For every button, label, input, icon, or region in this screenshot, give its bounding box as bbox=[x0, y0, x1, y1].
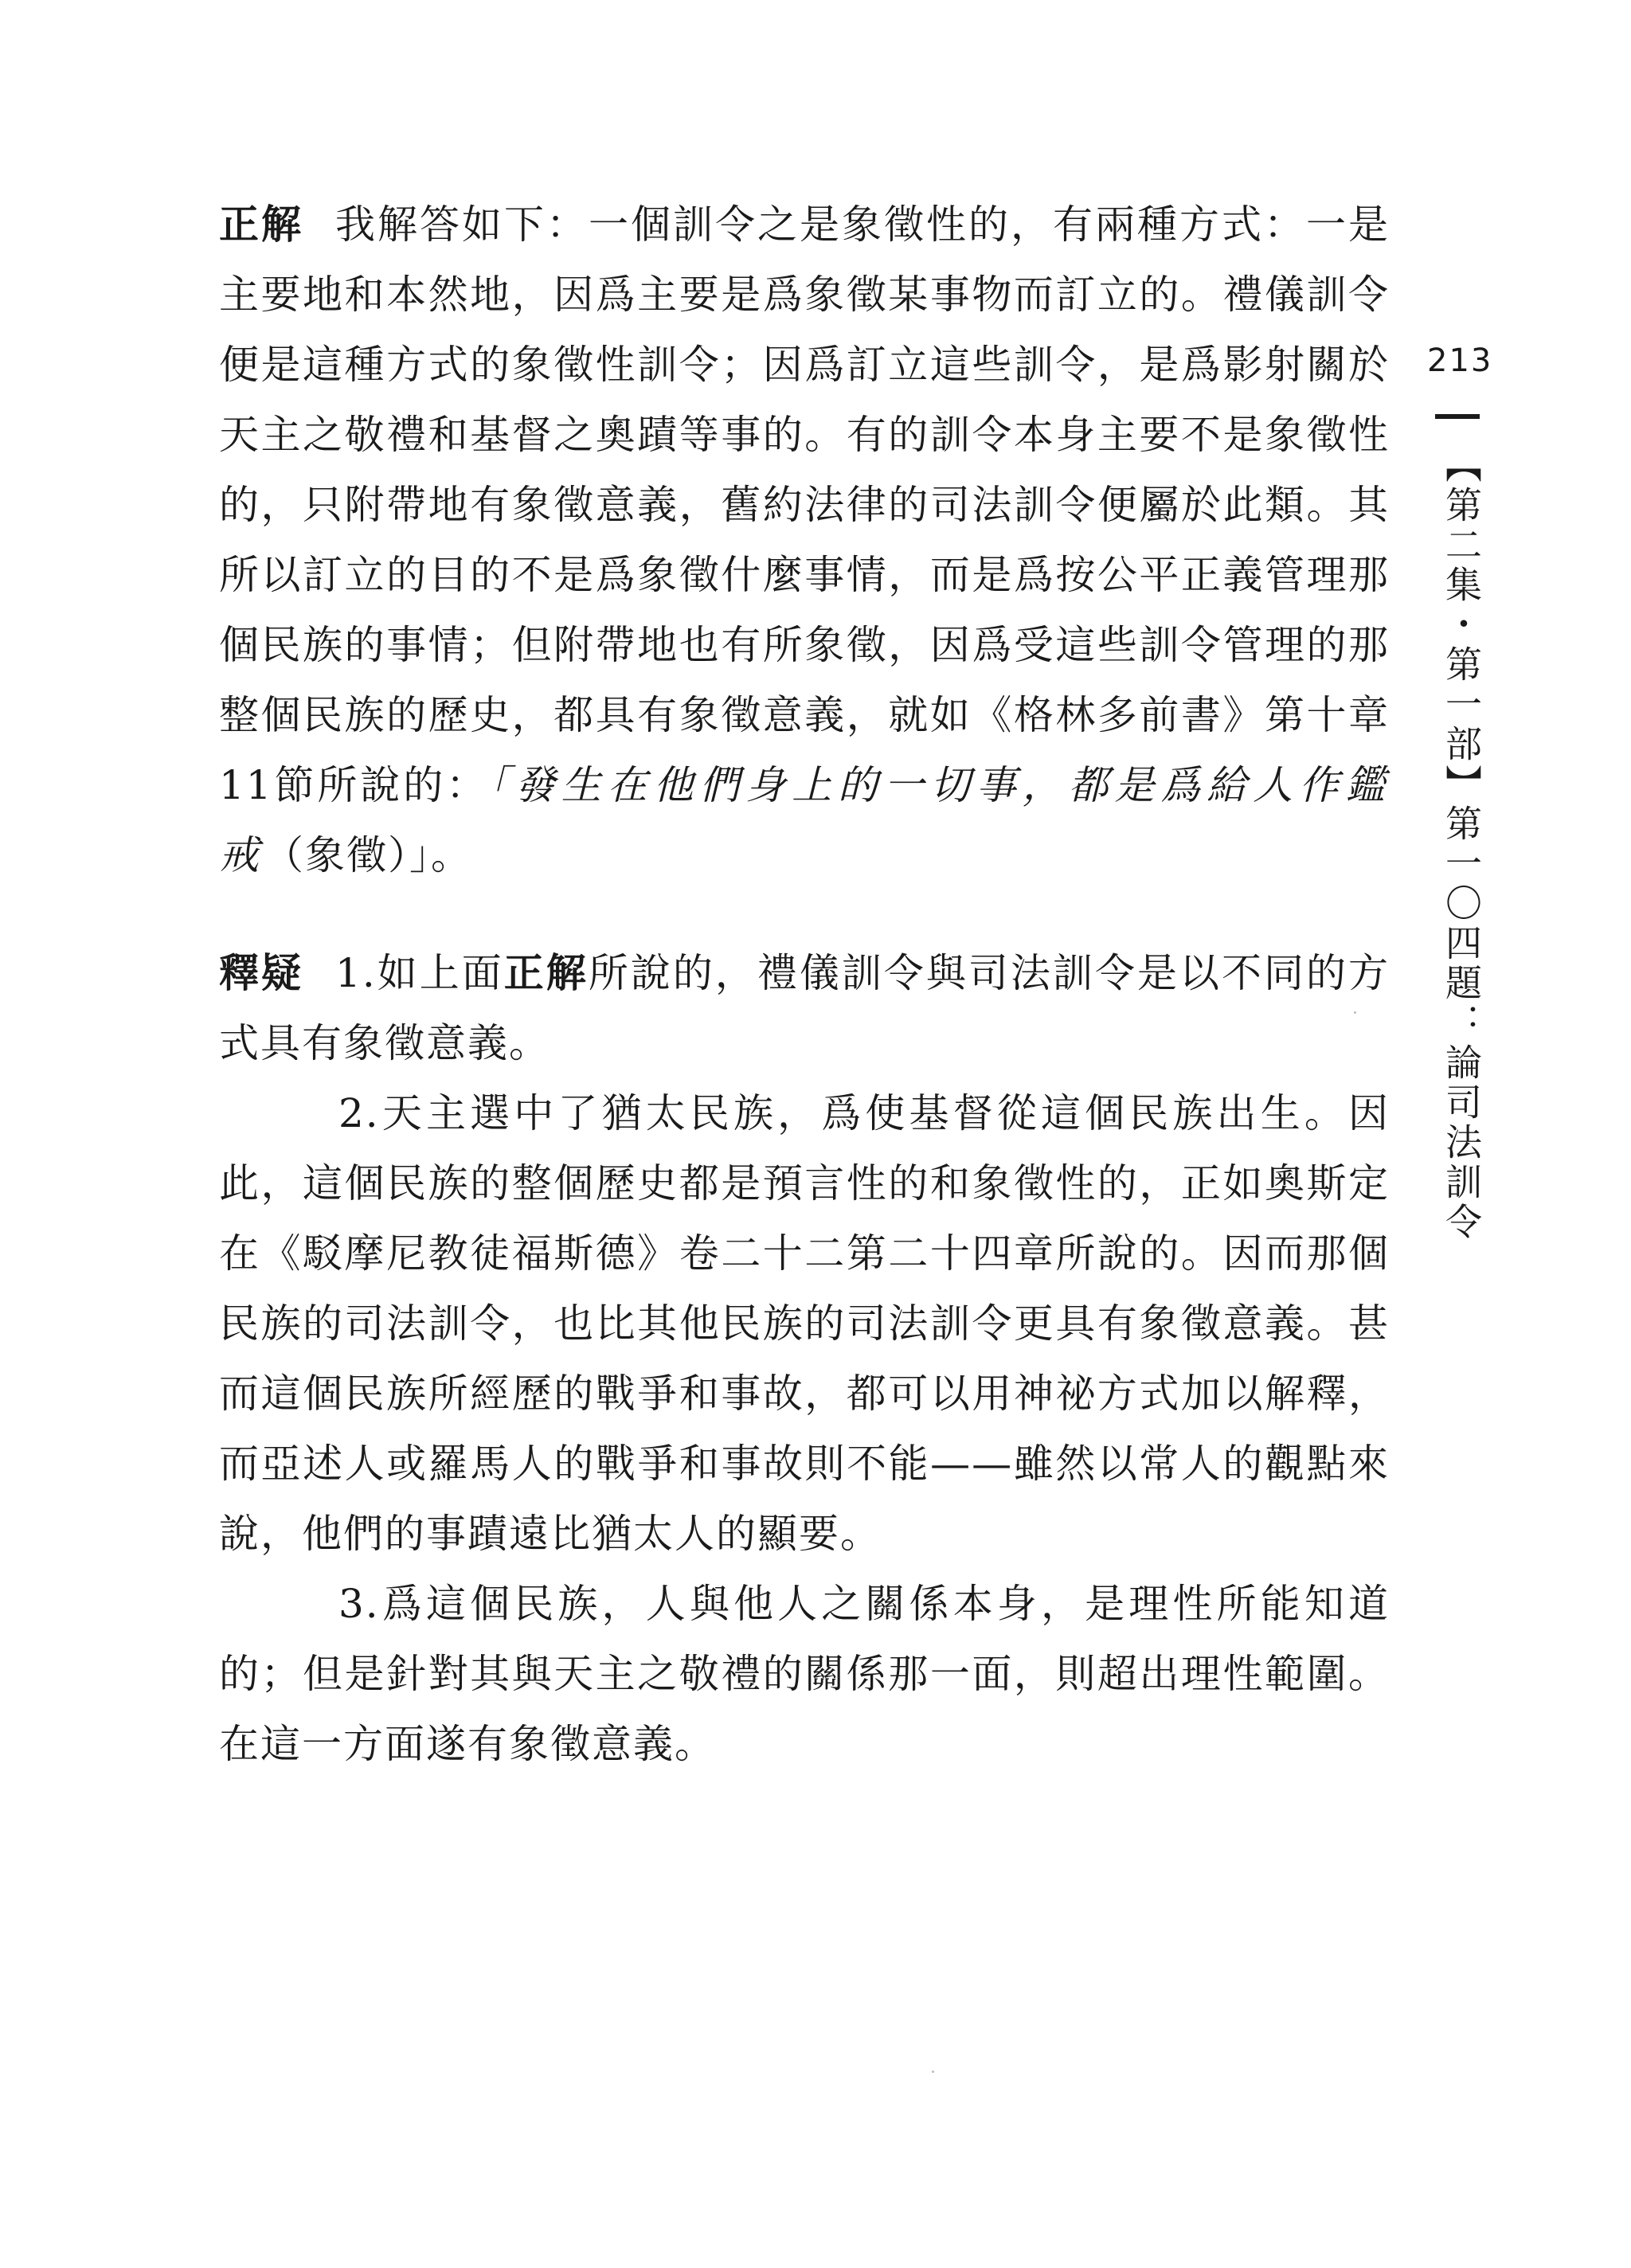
running-header: 【第二集・第一部】第一〇四題：論司法訓令 bbox=[1440, 446, 1483, 1242]
scan-speck bbox=[1354, 1011, 1356, 1014]
shiyi-item-1 bbox=[219, 938, 1390, 1078]
shiyi-item-2: 2.天主選中了猶太民族，爲使基督從這個民族出生。因此，這個民族的整個歷史都是預言性的和象徵性的，正如奧斯定在《駁摩尼教徒福斯德》卷二十二第二十四章所說的。因而那個民族的司法訓令，也比其他民族的司法訓令更具有象徵意義。甚而這個民族所經歷的戰爭和事故，都可以用神祕方式加以解釋，而亞述人或羅馬人的戰爭和事故則不能——雖然以常人的觀點來說，他們的事蹟遠比猶太人的顯要。 bbox=[219, 1090, 1390, 1557]
shiyi-label: 釋疑 bbox=[219, 950, 304, 996]
zhengjie-quote-tail: （象徵）」。 bbox=[264, 832, 472, 878]
shiyi-item-1-bold: 正解 bbox=[503, 950, 589, 996]
shiyi-item-1-prefix: 1.如上面 bbox=[335, 950, 504, 996]
zhengjie-quote: 「發生在他們身上的一切事，都是爲給人作鑑戒 bbox=[219, 762, 1390, 878]
main-text-block bbox=[219, 190, 1390, 1779]
header-rule bbox=[1435, 414, 1480, 419]
zhengjie-text: 我解答如下：一個訓令之是象徵性的，有兩種方式：一是主要地和本然地，因爲主要是爲象徵某事物而訂立的。禮儀訓令便是這種方式的象徵性訓令；因爲訂立這些訓令，是爲影射關於天主之敬禮和基督之奧蹟等事的。有的訓令本身主要不是象徵性的，只附帶地有象徵意義，舊約法律的司法訓令便屬於此類。其所以訂立的目的不是爲象徵什麼事情，而是爲按公平正義管理那個民族的事情；但附帶地也有所象徵，因爲受這些訓令管理的那整個民族的歷史，都具有象徵意義，就如《格林多前書》第十章11節所說的： bbox=[219, 201, 1390, 808]
shiyi-item-3: 3.爲這個民族，人與他人之關係本身，是理性所能知道的；但是針對其與天主之敬禮的關係那一面，則超出理性範圍。在這一方面遂有象徵意義。 bbox=[219, 1581, 1390, 1767]
shiyi-item-1-rest: 所說的，禮儀訓令與司法訓令是以不同的方式具有象徵意義。 bbox=[219, 950, 1390, 1066]
zhengjie-label: 正解 bbox=[219, 201, 303, 248]
page-number: 213 bbox=[1427, 342, 1493, 379]
zhengjie-paragraph bbox=[219, 190, 1390, 890]
scan-speck bbox=[932, 2071, 934, 2073]
